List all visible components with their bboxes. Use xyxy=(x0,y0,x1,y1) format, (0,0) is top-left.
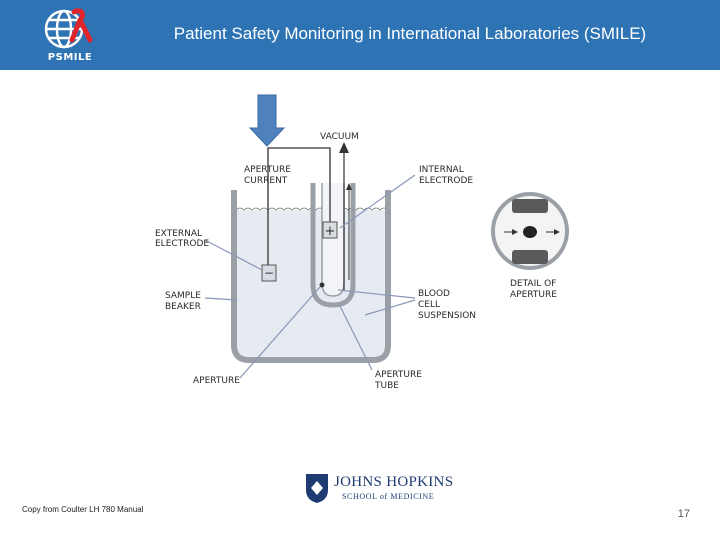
page-number: 17 xyxy=(677,508,690,520)
label-sample-beaker-1: SAMPLE xyxy=(165,291,201,301)
label-external-electrode-2: ELECTRODE xyxy=(155,239,210,249)
label-internal-electrode-1: INTERNAL xyxy=(419,165,464,175)
johns-hopkins-logo xyxy=(304,470,454,506)
vacuum-arrow-icon xyxy=(339,142,349,153)
label-blood-cell-3: SUSPENSION xyxy=(418,311,477,321)
aperture-tube-inner xyxy=(322,183,344,296)
label-sample-beaker-2: BEAKER xyxy=(165,302,201,312)
institution-sub: SCHOOL of MEDICINE xyxy=(342,492,435,501)
institution-name: JOHNS HOPKINS xyxy=(334,474,454,490)
label-aperture-tube-2: TUBE xyxy=(375,381,399,391)
label-vacuum: VACUUM xyxy=(320,132,359,142)
svg-text:−: − xyxy=(263,266,275,280)
label-detail-2: APERTURE xyxy=(510,290,557,300)
shield-icon xyxy=(304,472,330,504)
logo-text: PSMILE xyxy=(47,52,93,63)
label-internal-electrode-2: ELECTRODE xyxy=(419,176,474,186)
source-caption: Copy from Coulter LH 780 Manual xyxy=(22,505,144,514)
label-aperture-tube-1: APERTURE xyxy=(375,370,422,380)
label-aperture-current-2: CURRENT xyxy=(244,176,288,186)
blue-down-arrow-icon xyxy=(250,95,284,146)
label-blood-cell-2: CELL xyxy=(418,300,440,310)
label-aperture: APERTURE xyxy=(193,376,240,386)
label-external-electrode-1: EXTERNAL xyxy=(155,229,203,239)
label-blood-cell-1: BLOOD xyxy=(418,289,450,299)
label-aperture-current-1: APERTURE xyxy=(244,165,291,175)
aperture-hole xyxy=(320,283,325,288)
detail-of-aperture xyxy=(493,194,567,268)
label-detail-1: DETAIL OF xyxy=(510,279,557,289)
svg-text:+: + xyxy=(324,224,336,239)
page-title: Patient Safety Monitoring in International Laboratories (SMILE) xyxy=(173,24,647,43)
